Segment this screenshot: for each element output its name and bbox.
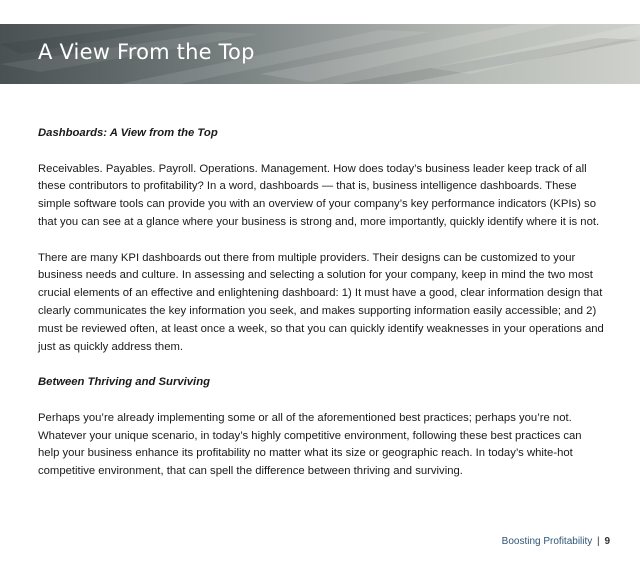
footer-separator: | <box>597 536 600 547</box>
article-body <box>38 125 604 499</box>
section-heading-thriving: Between Thriving and Surviving <box>38 376 210 389</box>
footer-publication-title: Boosting Profitability <box>501 536 593 547</box>
page-title: A View From the Top <box>38 40 255 64</box>
header-banner <box>0 24 640 84</box>
paragraph-kpi-dashboards: There are many KPI dashboards out there from multiple providers. Their designs can be customized to your business needs and culture. In assessing and selecting a solution for your company, keep in mind the two most crucial elements of an effective and enlightening dashboard: 1) It must have a good, clear information design that clearly communicates the key information you seek, and makes supporting information easily accessible; and 2) must be reviewed often, at least once a week, so that you can quickly identify weaknesses in your operations and just as quickly address them. <box>38 251 604 353</box>
paragraph-thriving: Perhaps you’re already implementing some or all of the aforementioned best practices; perhaps you’re not. Whatever your unique scenario, in today’s highly competitive environment, following these best practices can help your business enhance its profitability no matter what its size or geographic reach. In today’s white-hot competitive environment, that can spell the difference between thriving and surviving. <box>38 411 582 478</box>
section-heading-dashboards: Dashboards: A View from the Top <box>38 127 218 139</box>
paragraph-intro: Receivables. Payables. Payroll. Operations. Management. How does today’s business leader keep track of all these contributors to profitability? In a word, dashboards — that is, business intelligence dashboards. These simple software tools can provide you with an overview of your company’s key performance indicators (KPIs) so that you can see at a glance where your business is strong and, more importantly, quickly identify where it is not. <box>38 162 600 228</box>
page-number: 9 <box>604 536 610 547</box>
page-footer <box>502 536 610 547</box>
